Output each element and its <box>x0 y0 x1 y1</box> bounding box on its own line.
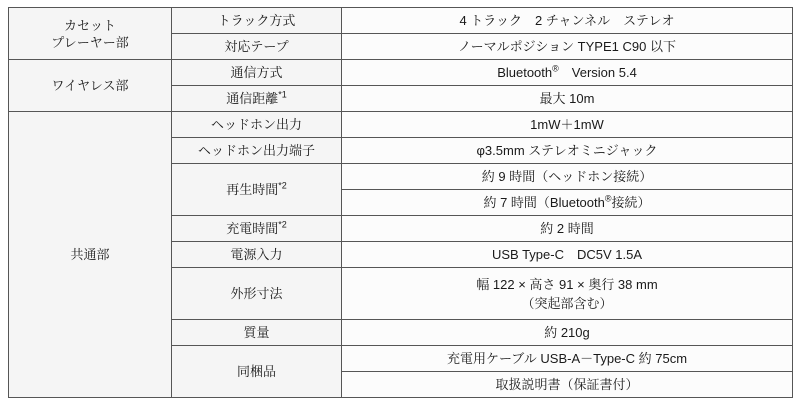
spec-table <box>8 7 793 398</box>
spec-value: 約 9 時間（ヘッドホン接続） <box>481 169 653 184</box>
spec-label: 質量 <box>243 325 270 340</box>
spec-value: 約 7 時間（Bluetooth <box>483 195 605 210</box>
category-label-line1: カセット <box>63 17 116 33</box>
spec-label: ヘッドホン出力 <box>210 117 302 132</box>
registered-trademark-symbol: ® <box>552 63 559 74</box>
spec-label-cell <box>172 346 342 398</box>
spec-label: 通信距離 <box>226 91 279 106</box>
spec-value: φ3.5mm ステレオミニジャック <box>476 143 658 158</box>
spec-label: 電源入力 <box>230 247 283 262</box>
spec-label-cell <box>172 216 342 242</box>
table-row <box>9 112 793 138</box>
spec-label-cell <box>172 242 342 268</box>
category-label: ワイヤレス部 <box>51 78 129 93</box>
spec-label: 同梱品 <box>236 364 276 379</box>
footnote-marker: *2 <box>278 180 287 191</box>
spec-label: 再生時間 <box>226 182 279 197</box>
spec-label-cell <box>172 34 342 60</box>
spec-value: 最大 10m <box>539 91 595 106</box>
spec-value: 1mW＋1mW <box>530 117 604 132</box>
table-row <box>9 60 793 86</box>
spec-label-cell <box>172 164 342 216</box>
spec-value: Bluetooth <box>497 65 553 80</box>
spec-value-cell <box>342 60 793 86</box>
category-label: 共通部 <box>70 247 110 262</box>
spec-value: 約 2 時間 <box>540 221 594 236</box>
spec-label-cell <box>172 86 342 112</box>
spec-value-line1: 幅 122 × 高さ 91 × 奥行 38 mm <box>476 276 658 292</box>
category-cell-wireless <box>9 60 172 112</box>
footnote-marker: *1 <box>278 89 287 100</box>
spec-value-cell <box>342 268 793 320</box>
spec-label-cell <box>172 268 342 320</box>
spec-label-cell <box>172 320 342 346</box>
spec-value-cell <box>342 138 793 164</box>
spec-label: 通信方式 <box>230 65 283 80</box>
spec-label: ヘッドホン出力端子 <box>197 143 315 158</box>
category-cell-cassette-player <box>9 8 172 60</box>
spec-value-cell <box>342 164 793 190</box>
spec-value-cell <box>342 216 793 242</box>
spec-value-cell <box>342 34 793 60</box>
spec-value-line2: （突起部含む） <box>521 295 613 311</box>
spec-value-cell <box>342 346 793 372</box>
registered-trademark-symbol: ® <box>604 193 612 204</box>
spec-label-cell <box>172 138 342 164</box>
spec-value-cell <box>342 8 793 34</box>
spec-value: 約 210g <box>544 325 590 340</box>
spec-label: トラック方式 <box>217 13 296 28</box>
spec-value-cell <box>342 190 793 216</box>
spec-value: 充電用ケーブル USB-A－Type-C 約 75cm <box>446 351 688 366</box>
spec-label: 外形寸法 <box>230 286 283 301</box>
spec-label-cell <box>172 60 342 86</box>
spec-value-cell <box>342 242 793 268</box>
spec-value-cell <box>342 86 793 112</box>
spec-value: 取扱説明書（保証書付） <box>495 377 639 392</box>
spec-label: 対応テープ <box>224 39 289 54</box>
spec-value: ノーマルポジション TYPE1 C90 以下 <box>458 39 676 54</box>
category-label-line2: プレーヤー部 <box>51 34 129 50</box>
table-row <box>9 8 793 34</box>
spec-value: USB Type-C DC5V 1.5A <box>491 247 643 262</box>
category-cell-common <box>9 112 172 398</box>
spec-value: 4 トラック 2 チャンネル ステレオ <box>459 13 675 28</box>
spec-label-cell <box>172 112 342 138</box>
spec-value: 接続） <box>611 195 651 210</box>
spec-label: 充電時間 <box>226 221 279 236</box>
spec-value: Version 5.4 <box>558 65 637 80</box>
spec-value-cell <box>342 372 793 398</box>
spec-value-cell <box>342 112 793 138</box>
footnote-marker: *2 <box>278 219 287 230</box>
spec-label-cell <box>172 8 342 34</box>
spec-value-cell <box>342 320 793 346</box>
